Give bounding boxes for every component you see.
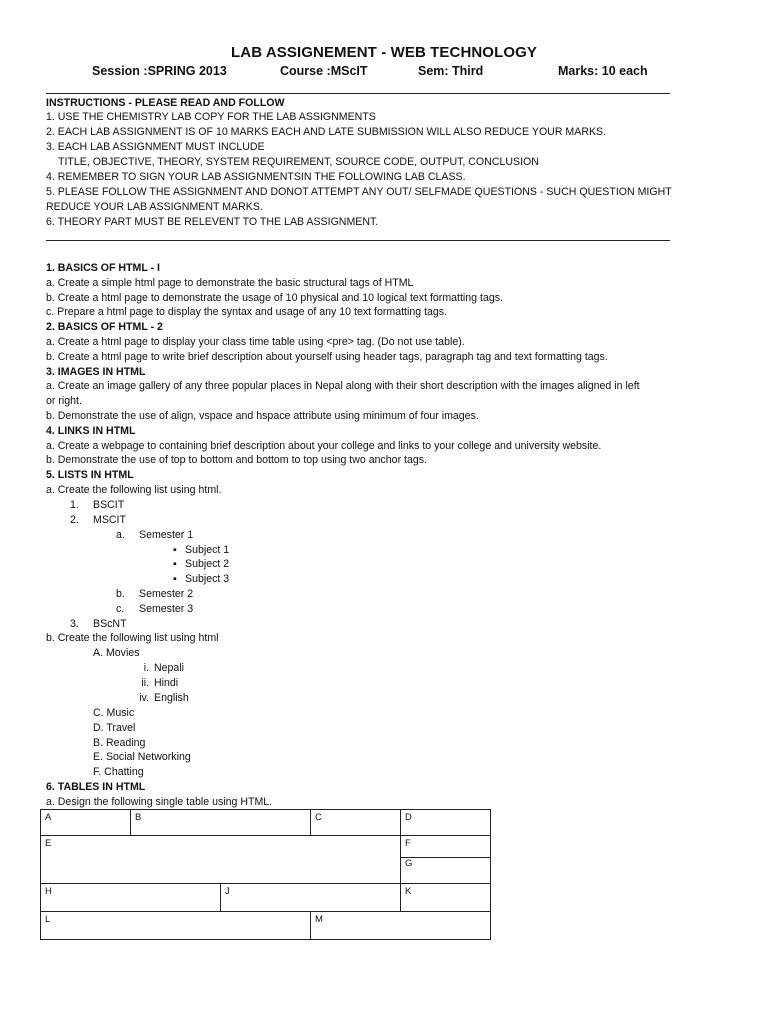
- list-marker: iv.: [139, 692, 149, 704]
- square-bullet-icon: ▪: [173, 544, 177, 556]
- task-item: a. Create the following list using html.: [46, 484, 222, 496]
- list-item: B. Reading: [93, 737, 146, 749]
- table-border: [40, 883, 491, 884]
- table-cell-c: C: [315, 812, 322, 823]
- task-item: b. Create a html page to write brief description about yourself using header tags, paragraph tag and text formatting tags.: [46, 351, 608, 363]
- table-cell-h: H: [45, 886, 52, 897]
- semester-info: Sem: Third: [418, 64, 484, 78]
- section-heading: 2. BASICS OF HTML - 2: [46, 321, 163, 333]
- table-cell-e: E: [45, 838, 52, 849]
- table-cell-g: G: [405, 858, 413, 869]
- list-item: D. Travel: [93, 722, 136, 734]
- list-item: Semester 2: [139, 588, 194, 600]
- section-heading: 5. LISTS IN HTML: [46, 469, 134, 481]
- task-item: a. Create an image gallery of any three popular places in Nepal along with their short description with the images aligned in left: [46, 380, 640, 392]
- table-border: [40, 835, 491, 836]
- table-border: [400, 857, 491, 858]
- list-marker: a.: [116, 529, 125, 541]
- section-heading: 1. BASICS OF HTML - I: [46, 262, 160, 274]
- list-marker: c.: [116, 603, 125, 615]
- instruction-item: REDUCE YOUR LAB ASSIGNMENT MARKS.: [46, 201, 263, 213]
- list-item: Subject 3: [185, 573, 230, 585]
- instruction-item: 1. USE THE CHEMISTRY LAB COPY FOR THE LAB ASSIGNMENTS: [46, 111, 376, 123]
- table-cell-m: M: [315, 914, 323, 925]
- table-border: [40, 911, 491, 912]
- list-item: Semester 1: [139, 529, 194, 541]
- list-item: Subject 2: [185, 558, 230, 570]
- list-item: Nepali: [154, 662, 185, 674]
- document-title: LAB ASSIGNEMENT - WEB TECHNOLOGY: [231, 44, 537, 61]
- list-item: BScNT: [93, 618, 127, 630]
- instruction-item: TITLE, OBJECTIVE, THEORY, SYSTEM REQUIREMENT, SOURCE CODE, OUTPUT, CONCLUSION: [58, 156, 539, 168]
- list-item: A. Movies: [93, 647, 140, 659]
- task-item: a. Create a html page to display your class time table using <pre> tag. (Do not use table).: [46, 336, 465, 348]
- course-info: Course :MScIT: [280, 64, 368, 78]
- task-item: a. Create a simple html page to demonstrate the basic structural tags of HTML: [46, 277, 414, 289]
- list-item: Hindi: [154, 677, 179, 689]
- list-item: C. Music: [93, 707, 135, 719]
- task-item: a. Design the following single table using HTML.: [46, 796, 273, 808]
- section-heading: 4. LINKS IN HTML: [46, 425, 136, 437]
- task-item: b. Create a html page to demonstrate the usage of 10 physical and 10 logical text formatting tags.: [46, 292, 503, 304]
- task-item: b. Demonstrate the use of top to bottom and bottom to top using two anchor tags.: [46, 454, 428, 466]
- list-marker: 3.: [70, 618, 79, 630]
- instruction-item: 5. PLEASE FOLLOW THE ASSIGNMENT AND DONOT ATTEMPT ANY OUT/ SELFMADE QUESTIONS - SUCH QUESTION MIGHT: [46, 186, 672, 198]
- list-marker: i.: [143, 662, 149, 674]
- list-marker: b.: [116, 588, 125, 600]
- divider-bottom: [46, 240, 670, 241]
- list-item: Subject 1: [185, 544, 230, 556]
- instruction-item: 4. REMEMBER TO SIGN YOUR LAB ASSIGNMENTSIN THE FOLLOWING LAB CLASS.: [46, 171, 466, 183]
- instruction-item: 2. EACH LAB ASSIGNMENT IS OF 10 MARKS EACH AND LATE SUBMISSION WILL ALSO REDUCE YOUR MARKS.: [46, 126, 607, 138]
- table-cell-d: D: [405, 812, 412, 823]
- list-item: F. Chatting: [93, 766, 144, 778]
- instruction-item: 3. EACH LAB ASSIGNMENT MUST INCLUDE: [46, 141, 265, 153]
- table-cell-b: B: [135, 812, 142, 823]
- task-item: a. Create a webpage to containing brief description about your college and links to your college and university website.: [46, 440, 602, 452]
- square-bullet-icon: ▪: [173, 573, 177, 585]
- task-item: or right.: [46, 395, 82, 407]
- list-item: BSCIT: [93, 499, 125, 511]
- table-cell-l: L: [45, 914, 51, 925]
- list-marker: ii.: [141, 677, 149, 689]
- task-item: b. Demonstrate the use of align, vspace and hspace attribute using minimum of four images.: [46, 410, 479, 422]
- table-cell-j: J: [225, 886, 230, 897]
- session-info: Session :SPRING 2013: [92, 64, 227, 78]
- table-border: [490, 809, 491, 940]
- table-cell-f: F: [405, 838, 411, 849]
- table-border: [40, 939, 491, 940]
- list-marker: 1.: [70, 499, 79, 511]
- instruction-item: 6. THEORY PART MUST BE RELEVENT TO THE LAB ASSIGNMENT.: [46, 216, 379, 228]
- task-item: c. Prepare a html page to display the syntax and usage of any 10 text formatting tags.: [46, 306, 448, 318]
- divider-top: [46, 93, 670, 94]
- section-heading: 3. IMAGES IN HTML: [46, 366, 146, 378]
- table-cell-k: K: [405, 886, 412, 897]
- list-marker: 2.: [70, 514, 79, 526]
- list-item: MSCIT: [93, 514, 126, 526]
- section-heading: 6. TABLES IN HTML: [46, 781, 146, 793]
- list-item: English: [154, 692, 189, 704]
- square-bullet-icon: ▪: [173, 558, 177, 570]
- list-item: E. Social Networking: [93, 751, 191, 763]
- list-item: Semester 3: [139, 603, 194, 615]
- instructions-heading: INSTRUCTIONS - PLEASE READ AND FOLLOW: [46, 97, 285, 109]
- table-cell-a: A: [45, 812, 52, 823]
- table-border: [40, 809, 491, 810]
- marks-info: Marks: 10 each: [558, 64, 648, 78]
- task-item: b. Create the following list using html: [46, 632, 219, 644]
